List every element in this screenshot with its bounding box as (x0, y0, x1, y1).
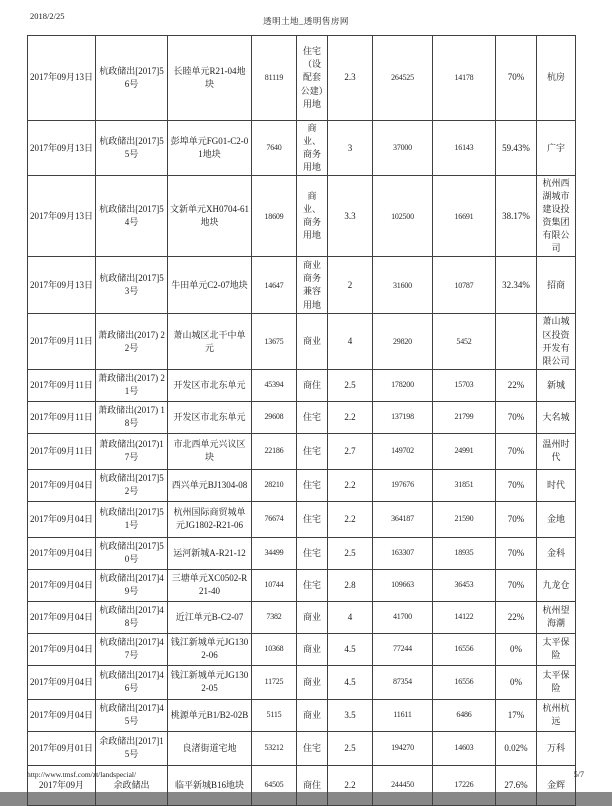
cell-plot_name: 开发区市北东单元 (168, 369, 252, 401)
cell-winner: 时代 (537, 469, 576, 501)
cell-date: 2017年09月11日 (28, 433, 96, 469)
cell-doc_no: 萧政储出(2017)17号 (96, 433, 168, 469)
cell-plot_ratio: 2.2 (328, 501, 373, 537)
cell-doc_no: 杭政储出[2017]55号 (96, 121, 168, 176)
cell-area: 64505 (252, 765, 297, 805)
cell-plot_name: 牛田单元C2-07地块 (168, 257, 252, 314)
cell-area: 81119 (252, 36, 297, 121)
table-row (28, 469, 576, 501)
cell-total_price: 264525 (373, 36, 433, 121)
cell-plot_ratio: 2.3 (328, 36, 373, 121)
cell-winner: 九龙仓 (537, 569, 576, 601)
cell-land_use: 住宅 (297, 433, 328, 469)
cell-doc_no: 余政储出[2017]15号 (96, 731, 168, 765)
cell-premium: 70% (496, 501, 537, 537)
cell-unit_price: 16556 (433, 633, 496, 665)
cell-plot_ratio: 2.7 (328, 433, 373, 469)
cell-premium: 22% (496, 601, 537, 633)
table-row (28, 665, 576, 699)
cell-plot_name: 文新单元XH0704-61地块 (168, 176, 252, 257)
cell-doc_no: 杭政储出[2017]47号 (96, 633, 168, 665)
cell-total_price: 102500 (373, 176, 433, 257)
cell-premium: 59.43% (496, 121, 537, 176)
cell-unit_price: 36453 (433, 569, 496, 601)
cell-total_price: 29820 (373, 314, 433, 369)
cell-area: 18609 (252, 176, 297, 257)
table-row (28, 401, 576, 433)
cell-unit_price: 15703 (433, 369, 496, 401)
cell-land_use: 住宅 (297, 537, 328, 569)
cell-total_price: 194270 (373, 731, 433, 765)
cell-date: 2017年09月04日 (28, 601, 96, 633)
cell-plot_ratio: 2.2 (328, 469, 373, 501)
cell-winner: 太平保险 (537, 633, 576, 665)
cell-doc_no: 杭政储出[2017]46号 (96, 665, 168, 699)
table-row (28, 601, 576, 633)
cell-date: 2017年09月13日 (28, 36, 96, 121)
cell-date: 2017年09月04日 (28, 537, 96, 569)
cell-unit_price: 21799 (433, 401, 496, 433)
cell-winner: 杭州杭远 (537, 699, 576, 731)
cell-unit_price: 5452 (433, 314, 496, 369)
cell-land_use: 商业商务兼容用地 (297, 257, 328, 314)
cell-premium: 0% (496, 633, 537, 665)
print-header-title: 透明土地_透明售房网 (263, 16, 349, 26)
cell-area: 7640 (252, 121, 297, 176)
cell-total_price: 137198 (373, 401, 433, 433)
cell-plot_name: 开发区市北东单元 (168, 401, 252, 433)
cell-land_use: 商业 (297, 633, 328, 665)
table-row (28, 257, 576, 314)
land-sales-table (27, 35, 576, 806)
cell-doc_no: 萧政储出(2017) 18号 (96, 401, 168, 433)
cell-unit_price: 14122 (433, 601, 496, 633)
cell-plot_name: 萧山城区北干中单元 (168, 314, 252, 369)
cell-winner: 杭州望海潮 (537, 601, 576, 633)
cell-plot_name: 市北西单元兴议区块 (168, 433, 252, 469)
cell-doc_no: 杭政储出[2017]48号 (96, 601, 168, 633)
cell-doc_no: 杭政储出[2017]53号 (96, 257, 168, 314)
land-table-container (27, 35, 577, 790)
cell-doc_no: 萧政储出(2017) 22号 (96, 314, 168, 369)
cell-land_use: 住宅 (297, 401, 328, 433)
cell-date: 2017年09月04日 (28, 569, 96, 601)
cell-premium (496, 314, 537, 369)
cell-total_price: 163307 (373, 537, 433, 569)
print-footer-page-number: 5/7 (573, 770, 584, 779)
table-row (28, 176, 576, 257)
cell-total_price: 11611 (373, 699, 433, 731)
cell-winner: 广宇 (537, 121, 576, 176)
cell-plot_ratio: 4 (328, 601, 373, 633)
cell-total_price: 149702 (373, 433, 433, 469)
cell-date: 2017年09月04日 (28, 699, 96, 731)
cell-date: 2017年09月01日 (28, 731, 96, 765)
cell-land_use: 住宅（设配套公建）用地 (297, 36, 328, 121)
cell-date: 2017年09月04日 (28, 633, 96, 665)
cell-premium: 70% (496, 537, 537, 569)
cell-premium: 70% (496, 433, 537, 469)
cell-plot_name: 钱江新城单元JG1302-05 (168, 665, 252, 699)
cell-area: 22186 (252, 433, 297, 469)
cell-area: 45394 (252, 369, 297, 401)
print-header-date: 2018/2/25 (30, 11, 65, 21)
cell-plot_name: 彭埠单元FG01-C2-01地块 (168, 121, 252, 176)
cell-land_use: 商业 (297, 601, 328, 633)
cell-unit_price: 17226 (433, 765, 496, 805)
cell-plot_name: 杭州国际商贸城单元JG1802-R21-06 (168, 501, 252, 537)
cell-doc_no: 余政储出 (96, 765, 168, 805)
cell-total_price: 244450 (373, 765, 433, 805)
cell-plot_ratio: 2 (328, 257, 373, 314)
cell-winner: 萧山城区投资开发有限公司 (537, 314, 576, 369)
cell-doc_no: 萧政储出(2017) 21号 (96, 369, 168, 401)
cell-date: 2017年09月11日 (28, 369, 96, 401)
cell-area: 14647 (252, 257, 297, 314)
cell-premium: 70% (496, 569, 537, 601)
cell-land_use: 商业、商务用地 (297, 176, 328, 257)
cell-winner: 金辉 (537, 765, 576, 805)
cell-plot_ratio: 3 (328, 121, 373, 176)
table-row (28, 633, 576, 665)
cell-premium: 17% (496, 699, 537, 731)
cell-land_use: 商住 (297, 765, 328, 805)
table-row (28, 731, 576, 765)
cell-premium: 70% (496, 469, 537, 501)
cell-date: 2017年09月04日 (28, 665, 96, 699)
cell-premium: 32.34% (496, 257, 537, 314)
cell-plot_ratio: 2.5 (328, 369, 373, 401)
cell-plot_ratio: 2.5 (328, 537, 373, 569)
cell-total_price: 77244 (373, 633, 433, 665)
cell-plot_ratio: 2.8 (328, 569, 373, 601)
cell-area: 34499 (252, 537, 297, 569)
cell-winner: 金科 (537, 537, 576, 569)
cell-premium: 0% (496, 665, 537, 699)
cell-area: 10368 (252, 633, 297, 665)
cell-plot_name: 良渚街道宅地 (168, 731, 252, 765)
print-footer-url: http://www.tmsf.com/zt/landspecial/ (27, 770, 137, 779)
cell-plot_ratio: 4.5 (328, 633, 373, 665)
cell-area: 28210 (252, 469, 297, 501)
cell-premium: 22% (496, 369, 537, 401)
cell-doc_no: 杭政储出[2017]49号 (96, 569, 168, 601)
table-row (28, 314, 576, 369)
cell-total_price: 41700 (373, 601, 433, 633)
cell-date: 2017年09月04日 (28, 469, 96, 501)
cell-unit_price: 14178 (433, 36, 496, 121)
cell-plot_name: 钱江新城单元JG1302-06 (168, 633, 252, 665)
cell-premium: 70% (496, 401, 537, 433)
cell-date: 2017年09月04日 (28, 501, 96, 537)
cell-land_use: 住宅 (297, 569, 328, 601)
cell-winner: 太平保险 (537, 665, 576, 699)
cell-total_price: 31600 (373, 257, 433, 314)
table-row (28, 369, 576, 401)
cell-plot_ratio: 3.3 (328, 176, 373, 257)
cell-unit_price: 18935 (433, 537, 496, 569)
cell-date: 2017年09月 (28, 765, 96, 805)
cell-area: 29608 (252, 401, 297, 433)
cell-plot_name: 运河新城A-R21-12 (168, 537, 252, 569)
cell-land_use: 商业 (297, 665, 328, 699)
cell-area: 53212 (252, 731, 297, 765)
cell-plot_ratio: 2.5 (328, 731, 373, 765)
table-row (28, 699, 576, 731)
table-row (28, 121, 576, 176)
cell-premium: 0.02% (496, 731, 537, 765)
cell-plot_name: 长睦单元R21-04地块 (168, 36, 252, 121)
cell-unit_price: 16556 (433, 665, 496, 699)
cell-doc_no: 杭政储出[2017]50号 (96, 537, 168, 569)
cell-land_use: 商业、商务用地 (297, 121, 328, 176)
cell-date: 2017年09月11日 (28, 401, 96, 433)
cell-plot_ratio: 3.5 (328, 699, 373, 731)
cell-plot_ratio: 4.5 (328, 665, 373, 699)
cell-plot_ratio: 4 (328, 314, 373, 369)
cell-total_price: 197676 (373, 469, 433, 501)
cell-plot_name: 临平新城B16地块 (168, 765, 252, 805)
cell-doc_no: 杭政储出[2017]52号 (96, 469, 168, 501)
cell-plot_name: 近江单元B-C2-07 (168, 601, 252, 633)
cell-land_use: 住宅 (297, 501, 328, 537)
cell-date: 2017年09月11日 (28, 314, 96, 369)
cell-unit_price: 31851 (433, 469, 496, 501)
cell-total_price: 37000 (373, 121, 433, 176)
cell-premium: 70% (496, 36, 537, 121)
cell-premium: 38.17% (496, 176, 537, 257)
cell-winner: 温州时代 (537, 433, 576, 469)
cell-total_price: 178200 (373, 369, 433, 401)
cell-area: 5115 (252, 699, 297, 731)
cell-land_use: 商业 (297, 699, 328, 731)
table-row (28, 537, 576, 569)
cell-total_price: 87354 (373, 665, 433, 699)
cell-plot_ratio: 2.2 (328, 765, 373, 805)
cell-total_price: 109663 (373, 569, 433, 601)
cell-doc_no: 杭政储出[2017]45号 (96, 699, 168, 731)
cell-area: 13675 (252, 314, 297, 369)
cell-area: 10744 (252, 569, 297, 601)
cell-unit_price: 14603 (433, 731, 496, 765)
cell-date: 2017年09月13日 (28, 121, 96, 176)
cell-unit_price: 24991 (433, 433, 496, 469)
cell-date: 2017年09月13日 (28, 176, 96, 257)
cell-winner: 招商 (537, 257, 576, 314)
table-row (28, 501, 576, 537)
cell-unit_price: 10787 (433, 257, 496, 314)
cell-date: 2017年09月13日 (28, 257, 96, 314)
cell-unit_price: 21590 (433, 501, 496, 537)
cell-winner: 万科 (537, 731, 576, 765)
cell-land_use: 商业 (297, 314, 328, 369)
cell-doc_no: 杭政储出[2017]56号 (96, 36, 168, 121)
cell-plot_ratio: 2.2 (328, 401, 373, 433)
table-row (28, 569, 576, 601)
cell-unit_price: 6486 (433, 699, 496, 731)
cell-winner: 金地 (537, 501, 576, 537)
cell-area: 7382 (252, 601, 297, 633)
cell-unit_price: 16143 (433, 121, 496, 176)
cell-winner: 新城 (537, 369, 576, 401)
cell-total_price: 364187 (373, 501, 433, 537)
cell-doc_no: 杭政储出[2017]51号 (96, 501, 168, 537)
cell-plot_name: 桃源单元B1/B2-02B (168, 699, 252, 731)
cell-winner: 杭州西湖城市建设投资集团有限公司 (537, 176, 576, 257)
cell-land_use: 住宅 (297, 731, 328, 765)
table-row (28, 36, 576, 121)
cell-winner: 杭房 (537, 36, 576, 121)
cell-unit_price: 16691 (433, 176, 496, 257)
table-row (28, 433, 576, 469)
cell-doc_no: 杭政储出[2017]54号 (96, 176, 168, 257)
cell-land_use: 住宅 (297, 469, 328, 501)
cell-area: 11725 (252, 665, 297, 699)
cell-area: 76674 (252, 501, 297, 537)
cell-plot_name: 三塘单元XC0502-R21-40 (168, 569, 252, 601)
cell-land_use: 商住 (297, 369, 328, 401)
cell-winner: 大名城 (537, 401, 576, 433)
cell-plot_name: 西兴单元BJ1304-08 (168, 469, 252, 501)
cell-premium: 27.6% (496, 765, 537, 805)
